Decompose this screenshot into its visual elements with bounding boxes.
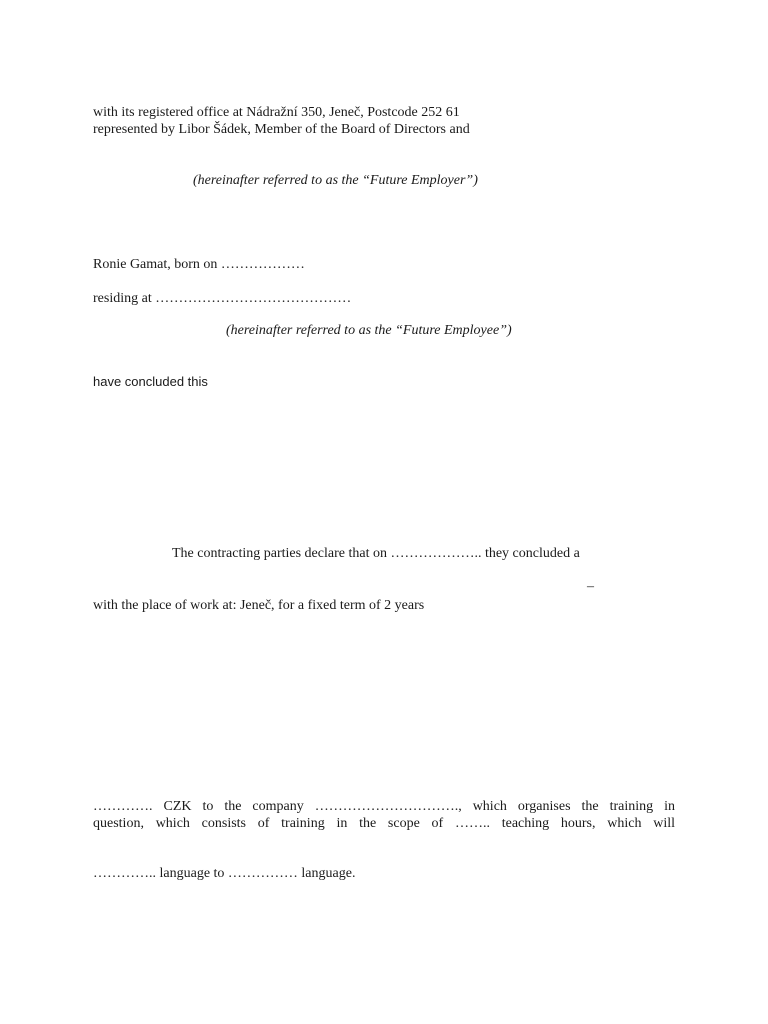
place-of-work-line: with the place of work at: Jeneč, for a fixed term of 2 years [93,598,425,613]
employer-office-line: with its registered office at Nádražní 350, Jeneč, Postcode 252 61 [93,105,460,120]
training-paragraph [93,798,675,832]
training-line-1: …………. CZK to the company …………………………., which organises the training in [93,799,675,814]
employee-residing-line: residing at …………………………………… [93,291,352,306]
future-employee-designation: (hereinafter referred to as the “Future Employee”) [226,323,512,338]
declaration-dash: – [587,579,594,594]
employer-represented-line: represented by Libor Šádek, Member of the Board of Directors and [93,122,470,137]
future-employer-designation: (hereinafter referred to as the “Future Employer”) [193,173,478,188]
training-line-2: question, which consists of training in the scope of …….. teaching hours, which will [93,816,675,831]
declaration-line: The contracting parties declare that on ……………….. they concluded a [172,546,580,561]
employee-born-line: Ronie Gamat, born on ……………… [93,257,305,272]
concluded-line: have concluded this [93,374,208,389]
language-line: ………….. language to …………… language. [93,866,356,881]
